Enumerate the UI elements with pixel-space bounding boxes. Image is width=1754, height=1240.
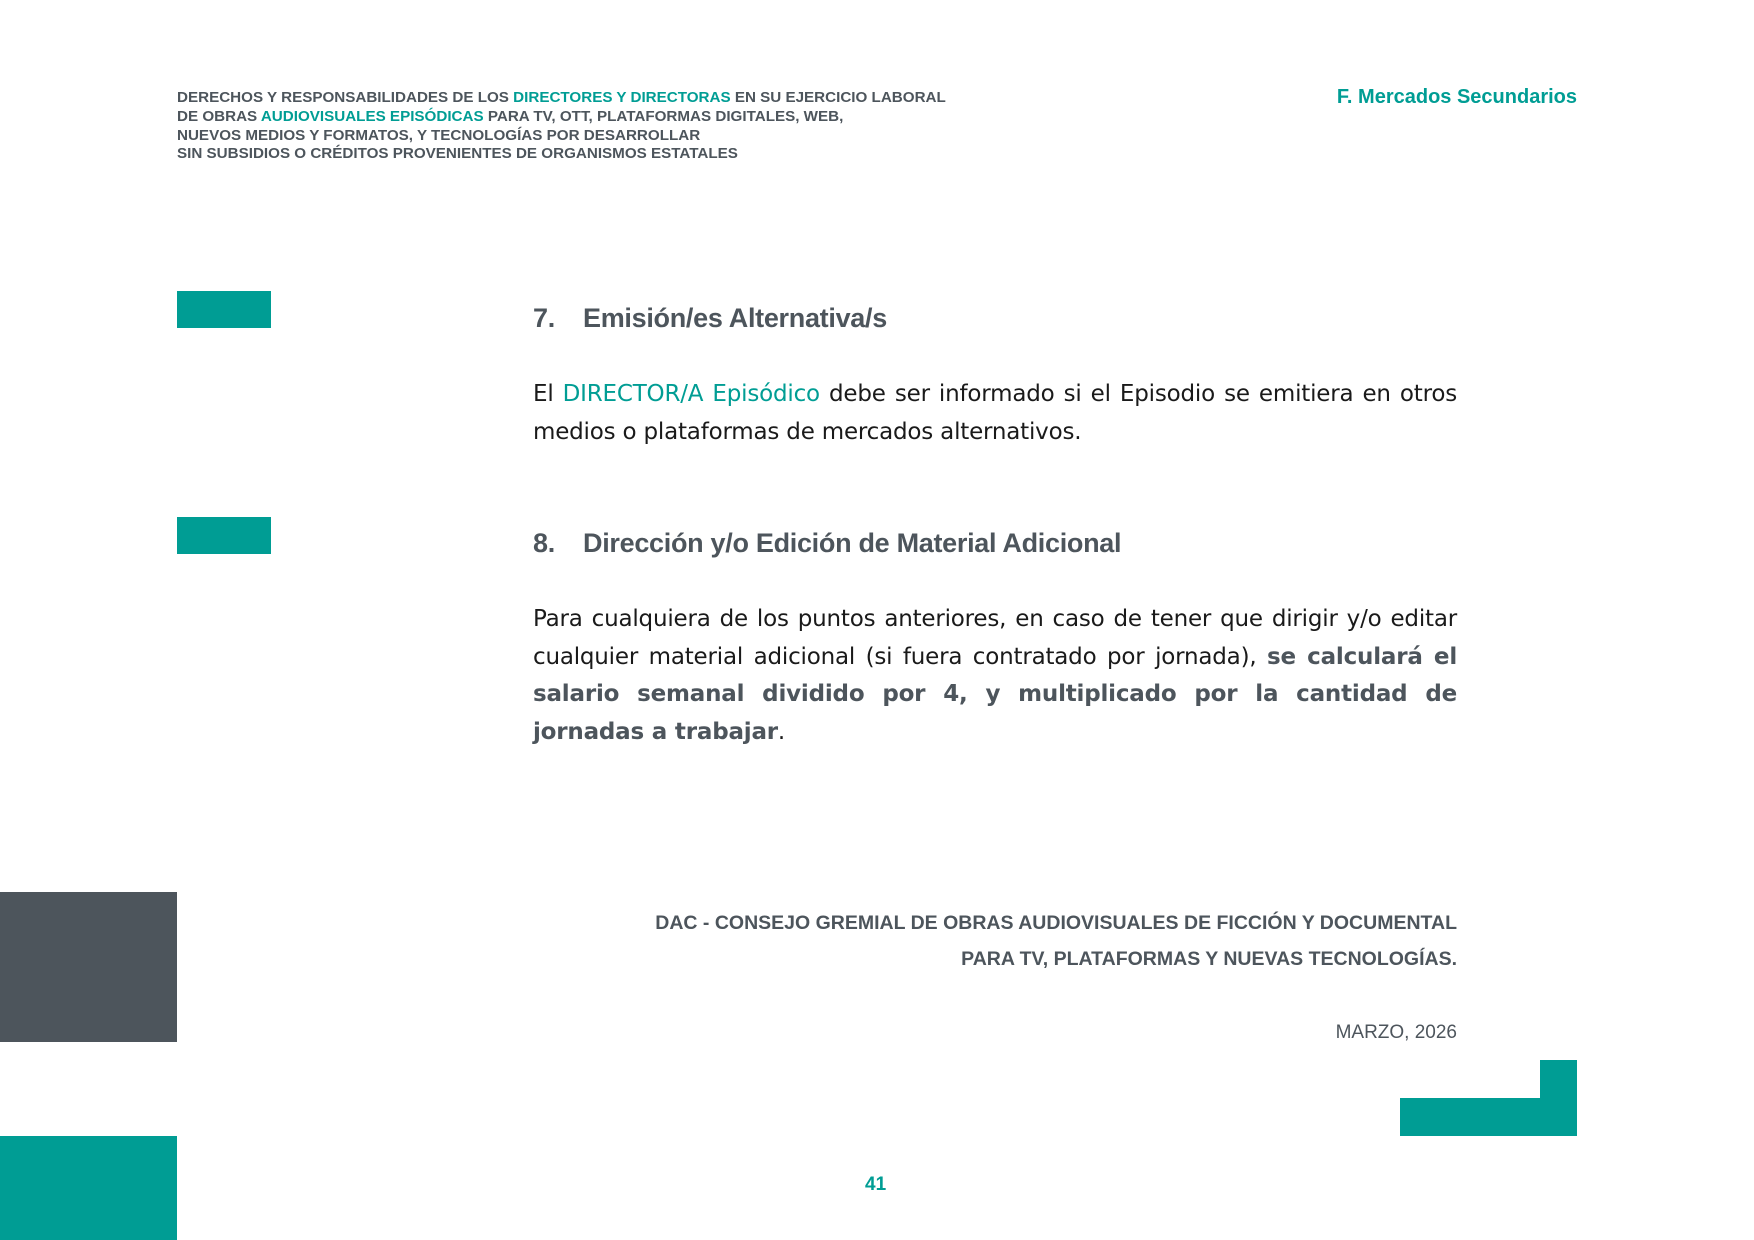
footer-line: PARA TV, PLATAFORMAS Y NUEVAS TECNOLOGÍAS. xyxy=(961,948,1457,970)
footer-organization xyxy=(655,905,1457,977)
section-heading-8 xyxy=(533,528,1121,559)
header-accent-text: AUDIOVISUALES EPISÓDICAS xyxy=(260,107,484,125)
header-text: DERECHOS Y RESPONSABILIDADES DE LOS xyxy=(177,89,514,106)
header-text: EN SU EJERCICIO LABORAL xyxy=(730,89,946,106)
decorative-corner-vertical xyxy=(1540,1060,1577,1136)
footer-date: MARZO, 2026 xyxy=(1335,1022,1457,1043)
header-line xyxy=(177,89,1077,108)
section-heading-text: Dirección y/o Edición de Material Adicional xyxy=(583,528,1122,558)
header-accent-text: DIRECTORES Y DIRECTORAS xyxy=(513,89,731,106)
header-text: PARA TV, OTT, PLATAFORMAS DIGITALES, WEB, xyxy=(483,107,844,125)
section-number: 7. xyxy=(533,303,555,333)
header-line xyxy=(177,127,1077,146)
header-text: NUEVOS MEDIOS Y FORMATOS, Y TECNOLOGÍAS POR DESARROLLAR xyxy=(177,126,701,144)
body-text: El xyxy=(533,381,563,407)
body-text: . xyxy=(777,718,786,745)
footer-line: DAC - CONSEJO GREMIAL DE OBRAS AUDIOVISUALES DE FICCIÓN Y DOCUMENTAL xyxy=(655,912,1457,934)
body-text: debe ser informado si el Episodio se emitiera en otros medios o plataformas de mercados alternativos. xyxy=(533,381,1458,445)
body-text: Para cualquiera de los puntos anteriores, en caso de tener que dirigir y/o editar cualquier material adicional (si fuera contratado por jornada), xyxy=(533,606,1457,670)
section-marker xyxy=(177,517,271,554)
section-heading-7 xyxy=(533,303,887,334)
section-marker xyxy=(177,291,271,328)
section-title: F. Mercados Secundarios xyxy=(1336,86,1577,108)
document-header xyxy=(177,89,1077,164)
header-line xyxy=(177,108,1077,127)
header-text: DE OBRAS xyxy=(177,107,261,125)
decorative-teal-block xyxy=(0,1136,177,1240)
decorative-dark-block xyxy=(0,892,177,1042)
section-number: 8. xyxy=(533,528,555,558)
header-text: SIN SUBSIDIOS O CRÉDITOS PROVENIENTES DE ORGANISMOS ESTATALES xyxy=(177,145,738,163)
body-accent-text: DIRECTOR/A Episódico xyxy=(562,381,820,407)
section-body-7 xyxy=(533,376,1457,451)
page-number: 41 xyxy=(865,1174,887,1195)
header-line xyxy=(177,145,1077,164)
section-heading-text: Emisión/es Alternativa/s xyxy=(583,303,887,333)
body-bold-text: se calculará el salario semanal dividido por 4, y multiplicado por la cantidad de jornadas a trabajar xyxy=(533,643,1457,745)
section-body-8 xyxy=(533,601,1457,751)
